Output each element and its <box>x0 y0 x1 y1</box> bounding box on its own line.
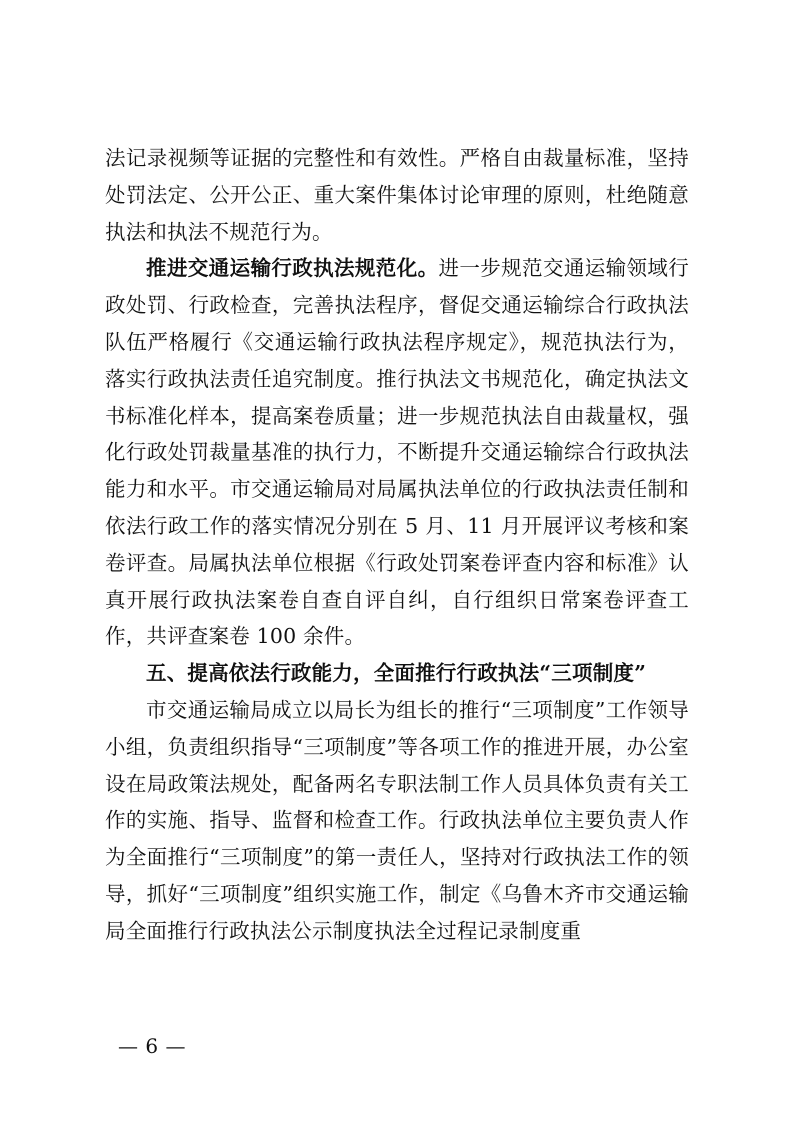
paragraph-three-systems <box>105 692 689 950</box>
paragraph-standardization <box>105 250 689 655</box>
paragraph-text: 市交通运输局成立以局长为组长的推行“三项制度”工作领导小组，负责组织指导“三项制度”等各项工作的推进开展，办公室设在局政策法规处，配备两名专职法制工作人员具体负责有关工作的实施、指导、监督和检查工作。行政执法单位主要负责人作为全面推行“三项制度”的第一责任人，坚持对行政执法工作的领导，抓好“三项制度”组织实施工作，制定《乌鲁木齐市交通运输局全面推行行政执法公示制度执法全过程记录制度重 <box>105 697 689 943</box>
paragraph-text: 法记录视频等证据的完整性和有效性。严格自由裁量标准，坚持处罚法定、公开公正、重大案件集体讨论审理的原则，杜绝随意执法和执法不规范行为。 <box>105 146 689 244</box>
page-number: — 6 — <box>118 1034 186 1058</box>
paragraph-lead: 推进交通运输行政执法规范化。 <box>146 256 439 281</box>
paragraph-continuation <box>105 140 689 250</box>
paragraph-text: 进一步规范交通运输领域行政处罚、行政检查，完善执法程序，督促交通运输综合行政执法队伍严格履行《交通运输行政执法程序规定》，规范执法行为，落实行政执法责任追究制度。推行执法文书规范化，确定执法文书标准化样本，提高案卷质量；进一步规范执法自由裁量权，强化行政处罚裁量基准的执行力，不断提升交通运输综合行政执法能力和水平。市交通运输局对局属执法单位的行政执法责任制和依法行政工作的落实情况分别在 5 月、11 月开展评议考核和案卷评查。局属执法单位根据《行政处罚案卷评查内容和标准》认真开展行政执法案卷自查自评自纠，自行组织日常案卷评查工作，共评查案卷 100 余件。 <box>105 256 689 649</box>
section-heading: 五、提高依法行政能力，全面推行行政执法“三项制度” <box>146 661 647 686</box>
document-body <box>105 140 689 950</box>
